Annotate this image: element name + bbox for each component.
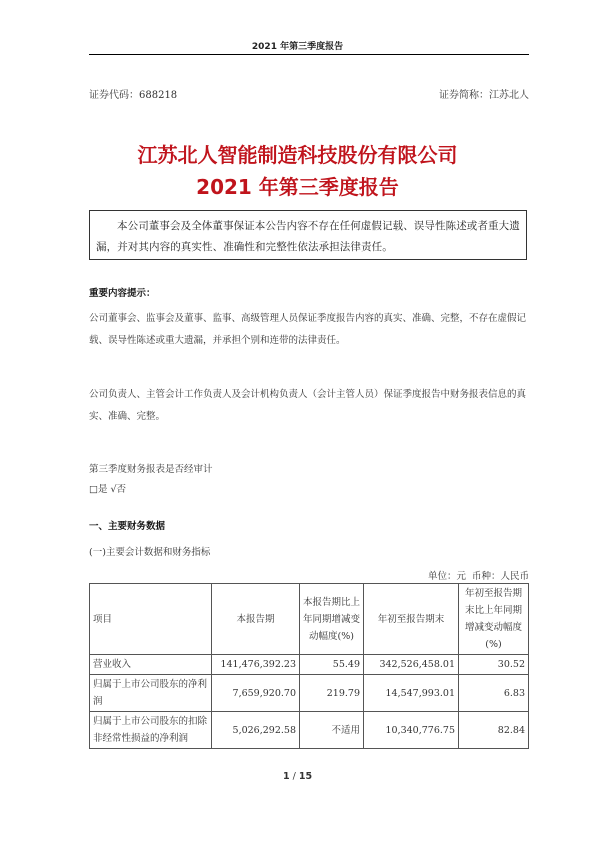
important-heading: 重要内容提示： — [89, 288, 156, 299]
report-title: 2021 年第三季度报告 — [196, 175, 399, 199]
board-notice-box: 本公司董事会及全体董事保证本公告内容不存在任何虚假记载、误导性陈述或者重大遗漏，并对其内容的真实性、准确性和完整性依法承担法律责任。 — [89, 210, 527, 260]
row-ytd: 10,340,776.75 — [364, 712, 459, 749]
row-ytd-change: 82.84 — [459, 712, 529, 749]
table-row — [90, 655, 529, 675]
row-change: 不适用 — [300, 712, 364, 749]
row-ytd-change: 6.83 — [459, 675, 529, 712]
table-row — [90, 675, 529, 712]
col-header-ytd: 年初至报告期末 — [364, 584, 459, 655]
page-number: 1 — [282, 771, 290, 782]
row-change: 219.79 — [300, 675, 364, 712]
row-item: 归属于上市公司股东的净利润 — [90, 675, 212, 712]
header-rule — [89, 54, 529, 55]
row-change: 55.49 — [300, 655, 364, 675]
financial-indicators-table — [89, 583, 529, 749]
row-ytd: 342,526,458.01 — [364, 655, 459, 675]
stock-code: 证券代码：688218 — [89, 90, 178, 101]
col-header-item: 项目 — [90, 584, 212, 655]
col-header-change: 本报告期比上年同期增减变动幅度(%) — [300, 584, 364, 655]
unit-currency-note: 单位：元 币种：人民币 — [427, 571, 529, 582]
row-ytd: 14,547,993.01 — [364, 675, 459, 712]
col-header-current: 本报告期 — [212, 584, 300, 655]
important-paragraph-1: 公司董事会、监事会及董事、监事、高级管理人员保证季度报告内容的真实、准确、完整，不存在虚假记载、误导性陈述或重大遗漏，并承担个别和连带的法律责任。 — [89, 313, 527, 346]
section-heading-financial-data: 一、主要财务数据 — [89, 521, 166, 532]
stock-short-name: 证券简称：江苏北人 — [439, 90, 529, 101]
running-header: 2021 年第三季度报告 — [251, 42, 344, 52]
audit-question: 第三季度财务报表是否经审计 — [89, 464, 213, 475]
important-paragraph-2: 公司负责人、主管会计工作负责人及会计机构负责人（会计主管人员）保证季度报告中财务报表信息的真实、准确、完整。 — [89, 389, 527, 422]
page-total: 15 — [298, 771, 313, 782]
row-current: 5,026,292.58 — [212, 712, 300, 749]
row-item: 营业收入 — [90, 655, 212, 675]
row-current: 7,659,920.70 — [212, 675, 300, 712]
audit-answer: □是 √否 — [89, 484, 127, 495]
table-row — [90, 712, 529, 749]
page-footer — [0, 771, 595, 782]
col-header-ytd-change: 年初至报告期末比上年同期增减变动幅度(%) — [459, 584, 529, 655]
row-current: 141,476,392.23 — [212, 655, 300, 675]
row-ytd-change: 30.52 — [459, 655, 529, 675]
row-item: 归属于上市公司股东的扣除非经常性损益的净利润 — [90, 712, 212, 749]
company-title: 江苏北人智能制造科技股份有限公司 — [137, 143, 458, 167]
page-separator: / — [292, 771, 296, 782]
subsection-heading: (一)主要会计数据和财务指标 — [89, 547, 211, 558]
table-header-row — [90, 584, 529, 655]
